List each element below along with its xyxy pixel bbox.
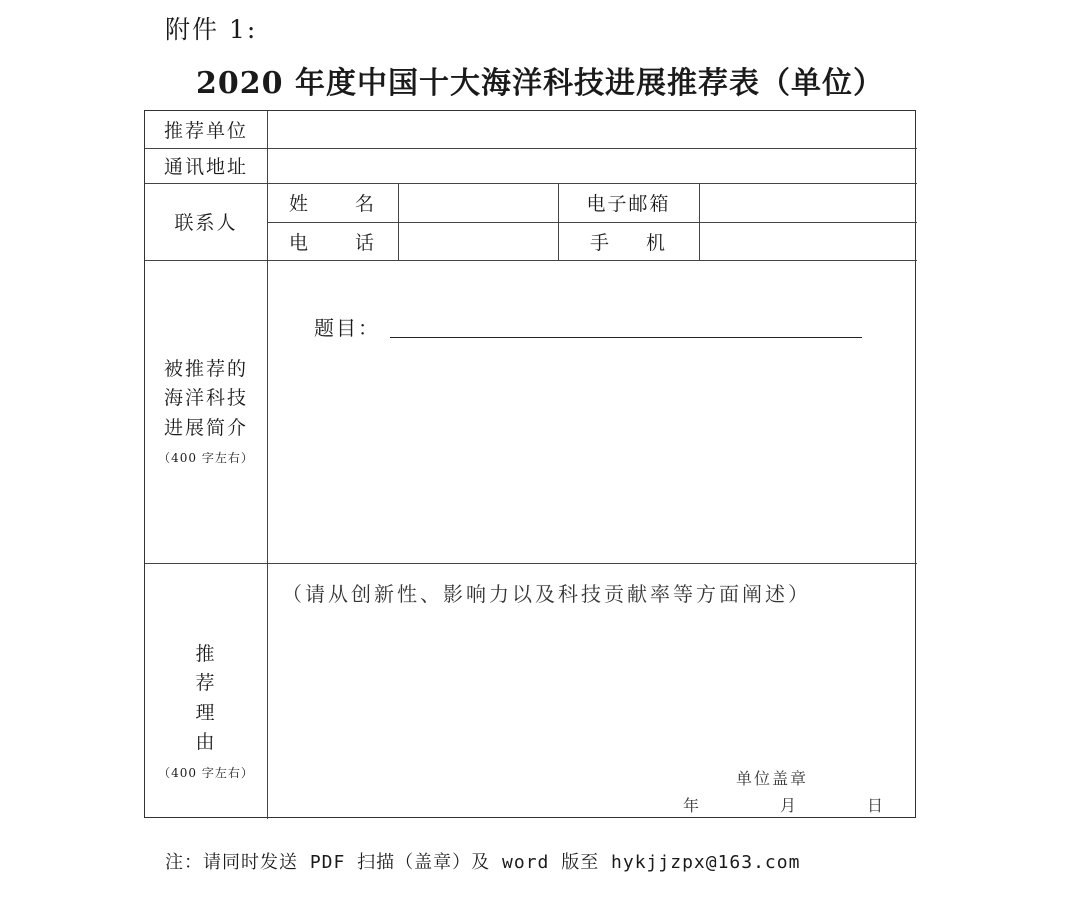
phone-label-char: 话 xyxy=(354,231,376,254)
summary-label-line: 海洋科技 xyxy=(163,387,248,410)
org-label: 推荐单位 xyxy=(163,120,248,142)
name-label xyxy=(267,183,398,222)
phone-field[interactable] xyxy=(398,222,558,260)
name-field[interactable] xyxy=(398,183,558,222)
footer-note: 注：请同时发送 PDF 扫描（盖章）及 word 版至 hykjjzpx@163.com xyxy=(165,852,801,873)
reason-label-char: 荐 xyxy=(195,672,217,695)
mobile-field[interactable] xyxy=(699,222,917,260)
date-month: 月 xyxy=(780,796,797,815)
name-label-char: 名 xyxy=(354,193,376,215)
email-field[interactable] xyxy=(699,183,917,222)
email-label: 电子邮箱 xyxy=(586,193,671,215)
reason-label-char: 推 xyxy=(195,642,217,665)
contact-label: 联系人 xyxy=(174,212,238,234)
summary-label xyxy=(145,260,267,563)
phone-label xyxy=(267,222,398,260)
seal-label: 单位盖章 xyxy=(736,769,809,788)
mobile-label xyxy=(558,222,699,260)
reason-label xyxy=(145,563,267,819)
attachment-label: 附件 1: xyxy=(165,15,258,44)
summary-word-limit: （400 字左右） xyxy=(158,451,254,466)
summary-label-line: 进展简介 xyxy=(163,416,248,439)
date-year: 年 xyxy=(683,796,700,815)
mobile-label-char: 机 xyxy=(645,231,667,254)
summary-label-line: 被推荐的 xyxy=(163,358,248,381)
date-day: 日 xyxy=(867,796,884,815)
phone-label-char: 电 xyxy=(289,231,311,254)
reason-hint: （请从创新性、影响力以及科技贡献率等方面阐述） xyxy=(282,582,811,606)
recommendation-form xyxy=(144,110,916,818)
reason-label-char: 理 xyxy=(195,701,217,724)
name-label-char: 姓 xyxy=(289,193,311,215)
summary-field[interactable] xyxy=(267,260,917,563)
reason-label-char: 由 xyxy=(195,731,217,754)
topic-input-line[interactable] xyxy=(390,337,862,338)
mobile-label-char: 手 xyxy=(590,231,612,254)
address-field[interactable] xyxy=(267,148,917,183)
org-field[interactable] xyxy=(267,111,917,148)
topic-label: 题目： xyxy=(314,316,380,340)
address-label: 通讯地址 xyxy=(163,156,248,178)
reason-word-limit: （400 字左右） xyxy=(158,765,254,780)
form-title: 2020 年度中国十大海洋科技进展推荐表（单位） xyxy=(196,66,884,101)
